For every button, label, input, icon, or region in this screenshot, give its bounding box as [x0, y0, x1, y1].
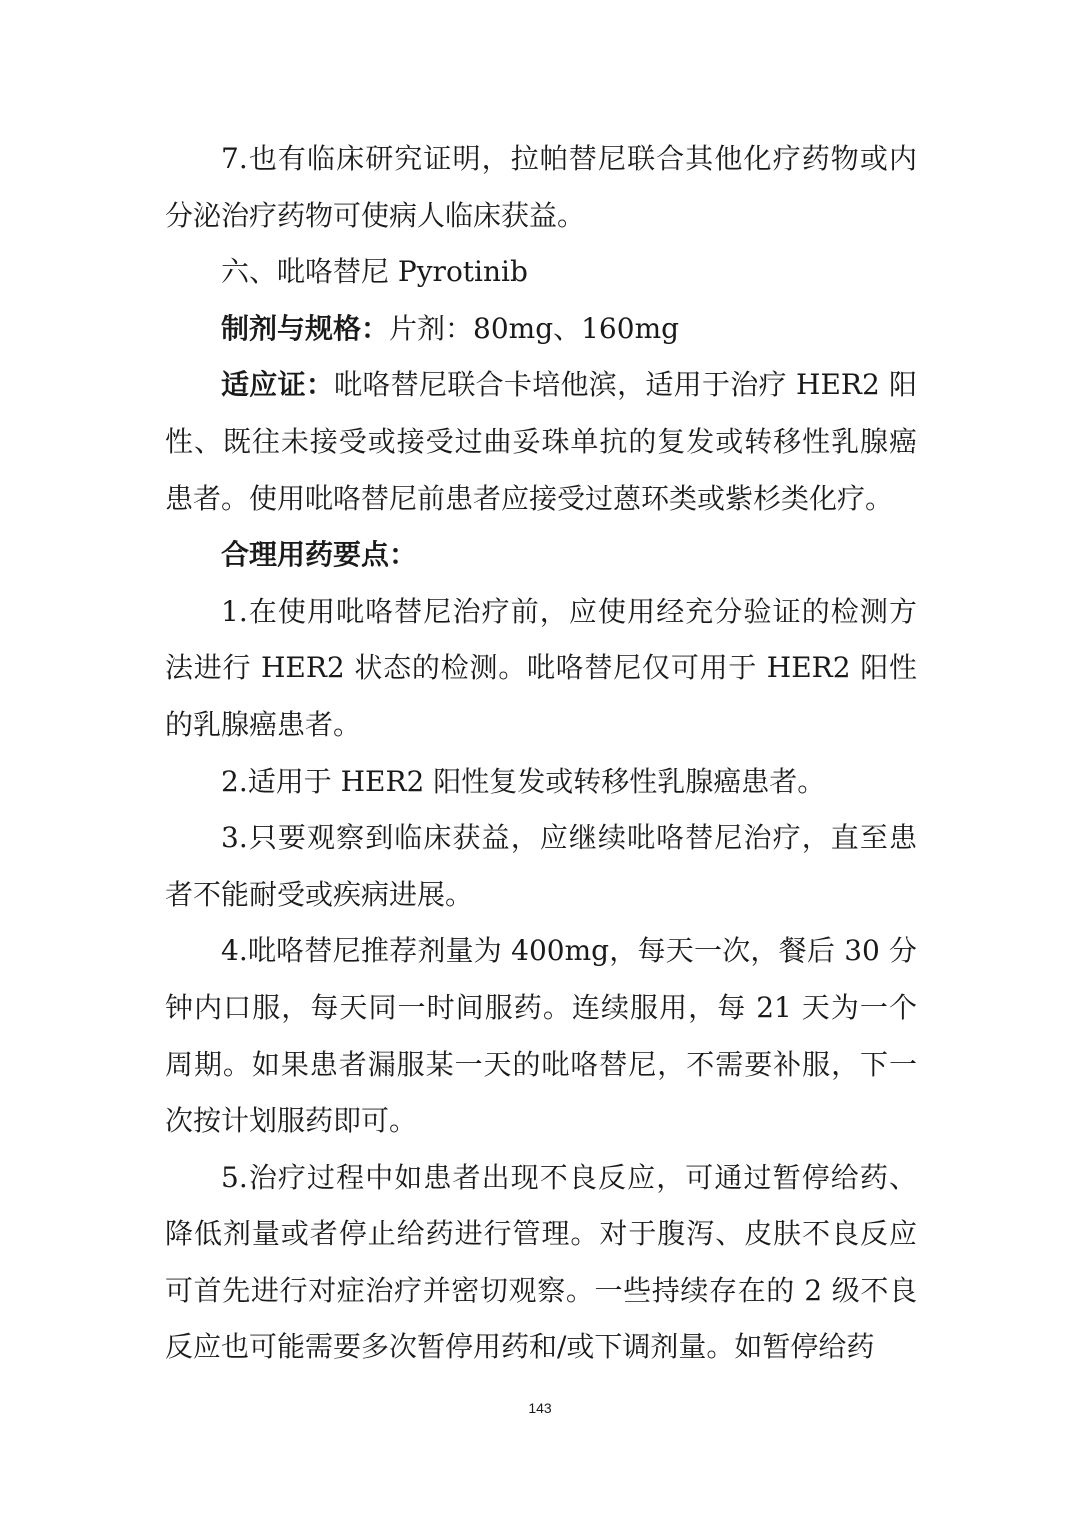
paragraph-point-1 — [165, 584, 917, 754]
indication-text: 吡咯替尼联合卡培他滨，适用于治疗 HER2 阳性、既往未接受或接受过曲妥珠单抗的复发或转移性乳腺癌患者。使用吡咯替尼前患者应接受过蒽环类或紫杉类化疗。 — [165, 368, 917, 515]
key-points-label: 合理用药要点： — [221, 538, 418, 572]
paragraph-text: 3.只要观察到临床获益，应继续吡咯替尼治疗，直至患者不能耐受或疾病进展。 — [165, 821, 917, 911]
paragraph-text: 5.治疗过程中如患者出现不良反应，可通过暂停给药、降低剂量或者停止给药进行管理。对于腹泻、皮肤不良反应可首先进行对症治疗并密切观察。一些持续存在的 2 级不良反应也可能需要多次暂停用药和/或下调剂量。如暂停给药 — [165, 1160, 917, 1364]
paragraph-formulation — [165, 301, 917, 358]
section-heading-text: 六、吡咯替尼 Pyrotinib — [221, 255, 528, 289]
paragraph-lapatinib-point-7 — [165, 131, 917, 244]
paragraph-text: 1.在使用吡咯替尼治疗前，应使用经充分验证的检测方法进行 HER2 状态的检测。吡咯替尼仅可用于 HER2 阳性的乳腺癌患者。 — [165, 594, 917, 741]
paragraph-text: 4.吡咯替尼推荐剂量为 400mg，每天一次，餐后 30 分钟内口服，每天同一时间服药。连续服用，每 21 天为一个周期。如果患者漏服某一天的吡咯替尼，不需要补服，下一次按计划服药即可。 — [165, 934, 917, 1138]
paragraph-text: 7.也有临床研究证明，拉帕替尼联合其他化疗药物或内分泌治疗药物可使病人临床获益。 — [165, 142, 917, 232]
paragraph-point-4 — [165, 923, 917, 1149]
document-body — [165, 131, 917, 1376]
paragraph-point-3 — [165, 810, 917, 923]
formulation-text: 片剂：80mg、160mg — [389, 311, 680, 345]
formulation-label: 制剂与规格： — [221, 311, 390, 345]
page-number: 143 — [528, 1400, 552, 1416]
section-heading-pyrotinib — [165, 244, 917, 301]
paragraph-point-2 — [165, 754, 917, 811]
paragraph-point-5 — [165, 1150, 917, 1376]
indication-label: 适应证： — [221, 368, 335, 402]
paragraph-indication — [165, 357, 917, 527]
paragraph-key-points-heading — [165, 527, 917, 584]
paragraph-text: 2.适用于 HER2 阳性复发或转移性乳腺癌患者。 — [221, 764, 826, 798]
